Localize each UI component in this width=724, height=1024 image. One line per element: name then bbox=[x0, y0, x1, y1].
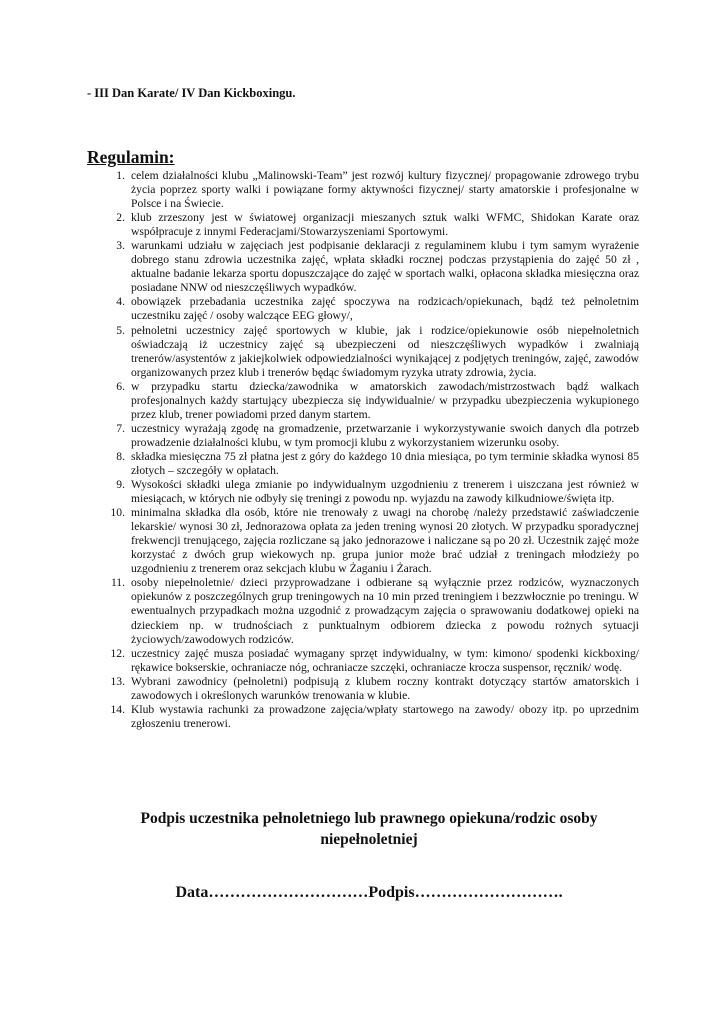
rule-item bbox=[101, 478, 639, 506]
rule-number: 2. bbox=[116, 211, 125, 225]
rule-item bbox=[101, 211, 639, 239]
rule-text: uczestnicy zajęć musza posiadać wymagany sprzęt indywidualny, w tym: kimono/ spodenki kickboxing/ rękawice bokserskie, ochraniacze nóg, ochraniacze szczęki, ochraniacze krocza suspensor, ręcznik/ wodę. bbox=[131, 646, 639, 674]
rule-number: 7. bbox=[116, 421, 125, 435]
rule-text: klub zrzeszony jest w światowej organizacji mieszanych sztuk walki WFMC, Shidokan Karate oraz współpracuje z innymi Federacjami/Stowarzyszeniami Sportowymi. bbox=[131, 211, 639, 239]
rule-text: pełnoletni uczestnicy zajęć sportowych w klubie, jak i rodzice/opiekunowie osób niepełnoletnich oświadczają iż uczestnicy zajęć są ubezpieczeni od nieszczęśliwych wypadków i zwalniają trenerów/asystentów z jakiejkolwiek odpowiedzialności wynikającej z podjętych treningów, zajęć, zawodów organizowanych przez klub i trenerów będąc świadomym ryzyka utraty zdrowia, życia. bbox=[131, 323, 639, 379]
rule-text: osoby niepełnoletnie/ dzieci przyprowadzane i odbierane są wyłącznie przez rodziców, wyznaczonych opiekunów z poszczególnych grup treningowych na 10 min przed treningiem i bezzwłocznie po treningu. W ewentualnych przypadkach można uzgodnić z prowadzącym zajęcia o sprawowaniu dodatkowej opieki na dzieckiem np. w trudnościach z punktualnym odbiorem dziecka z powodu rożnych sytuacji życiowych/zawodowych rodziców. bbox=[131, 576, 639, 646]
rule-item bbox=[101, 324, 639, 380]
rule-item bbox=[101, 675, 639, 703]
rules-list bbox=[101, 169, 639, 731]
rule-text: warunkami udziału w zajęciach jest podpisanie deklaracji z regulaminem klubu i tym samym wyrażenie dobrego stanu zdrowia uczestnika zajęć, wpłata składki rocznej podczas przystąpienia do zajęć 50 zł , aktualne badanie lekarza sportu dopuszczające do zajęć w sportach walki, opłacona składka miesięczna oraz posiadane NNW od nieszczęśliwych wypadków. bbox=[131, 239, 639, 295]
rule-number: 8. bbox=[116, 449, 125, 463]
rule-text: minimalna składka dla osób, które nie trenowały z uwagi na chorobę /należy przedstawić zaświadczenie lekarskie/ wynosi 30 zł, Jednorazowa opłata za jeden trening wynosi 20 złotych. W przypadku sporadycznej frekwencji trenującego, zajęcia rozliczane są jako jednorazowe i naliczane są po 20 zł. Uczestnik zajęć może korzystać z dwóch grup wiekowych np. grupa junior może brać udział z treningach młodzieży po uzgodnieniu z trenerem oraz sekcjach klubu w Żaganiu i Żarach. bbox=[131, 506, 639, 576]
rule-number: 6. bbox=[116, 379, 125, 393]
rule-number: 5. bbox=[116, 323, 125, 337]
rule-text: w przypadku startu dziecka/zawodnika w amatorskich zawodach/mistrzostwach bądź walkach profesjonalnych każdy startujący ubezpiecza się indywidualnie/ w przypadku ubezpieczenia wykupionego przez klub, trener powiadomi przed danym startem. bbox=[131, 379, 639, 421]
rule-number: 12. bbox=[110, 646, 125, 660]
rule-number: 4. bbox=[116, 295, 125, 309]
rule-item bbox=[101, 450, 639, 478]
rule-item bbox=[101, 380, 639, 422]
rules-title: Regulamin: bbox=[87, 147, 175, 167]
rule-item bbox=[101, 169, 639, 211]
rule-item bbox=[101, 647, 639, 675]
rule-number: 1. bbox=[116, 169, 125, 182]
rule-text: Wysokości składki ulega zmianie po indywidualnym uzgodnieniu z trenerem i uiszczana jest również w miesiącach, w których nie odbyły się treningi z powodu np. wyjazdu na zawody kilkudniowe/święta itp. bbox=[131, 478, 639, 506]
rule-number: 14. bbox=[110, 702, 125, 716]
rule-item bbox=[101, 295, 639, 323]
rule-number: 11. bbox=[110, 576, 125, 590]
rule-item bbox=[101, 576, 639, 646]
signature-label: Podpis uczestnika pełnoletniego lub prawnego opiekuna/rodzic osoby niepełnoletniej bbox=[140, 810, 598, 848]
rule-item bbox=[101, 422, 639, 450]
rule-text: uczestnicy wyrażają zgodę na gromadzenie, przetwarzanie i wykorzystywanie swoich danych dla potrzeb prowadzenie działalności klubu, w tym promocji klubu z wykorzystaniem wizerunku osoby. bbox=[131, 421, 639, 449]
rule-text: celem działalności klubu „Malinowski-Team” jest rozwój kultury fizycznej/ propagowanie zdrowego trybu życia poprzez sporty walki i powiązane formy aktywności fizycznej/ starty amatorskie i profesjonalne w Polsce i na Świecie. bbox=[131, 169, 639, 211]
rule-text: obowiązek przebadania uczestnika zajęć spoczywa na rodzicach/opiekunach, bądź też pełnoletnim uczestniku zajęć / osoby walczące EEG głowy/, bbox=[131, 295, 639, 323]
rule-number: 9. bbox=[116, 478, 125, 492]
rank-line: - III Dan Karate/ IV Dan Kickboxingu. bbox=[87, 86, 296, 100]
rule-number: 13. bbox=[110, 674, 125, 688]
signature-date-line: Data…………………………Podpis………………………. bbox=[175, 884, 563, 901]
rule-text: Klub wystawia rachunki za prowadzone zajęcia/wpłaty startowego na zawody/ obozy itp. po uprzednim zgłoszeniu trenerowi. bbox=[131, 702, 639, 730]
rule-number: 3. bbox=[116, 239, 125, 253]
rule-item bbox=[101, 239, 639, 295]
rule-item bbox=[101, 506, 639, 576]
rule-item bbox=[101, 703, 639, 731]
rule-text: Wybrani zawodnicy (pełnoletni) podpisują z klubem roczny kontrakt dotyczący startów amatorskich i zawodowych i określonych warunków trenowania w klubie. bbox=[131, 674, 639, 702]
rule-text: składka miesięczna 75 zł płatna jest z góry do każdego 10 dnia miesiąca, po tym terminie składka wynosi 85 złotych – szczegóły w opłatach. bbox=[131, 449, 639, 477]
rule-number: 10. bbox=[110, 506, 125, 520]
